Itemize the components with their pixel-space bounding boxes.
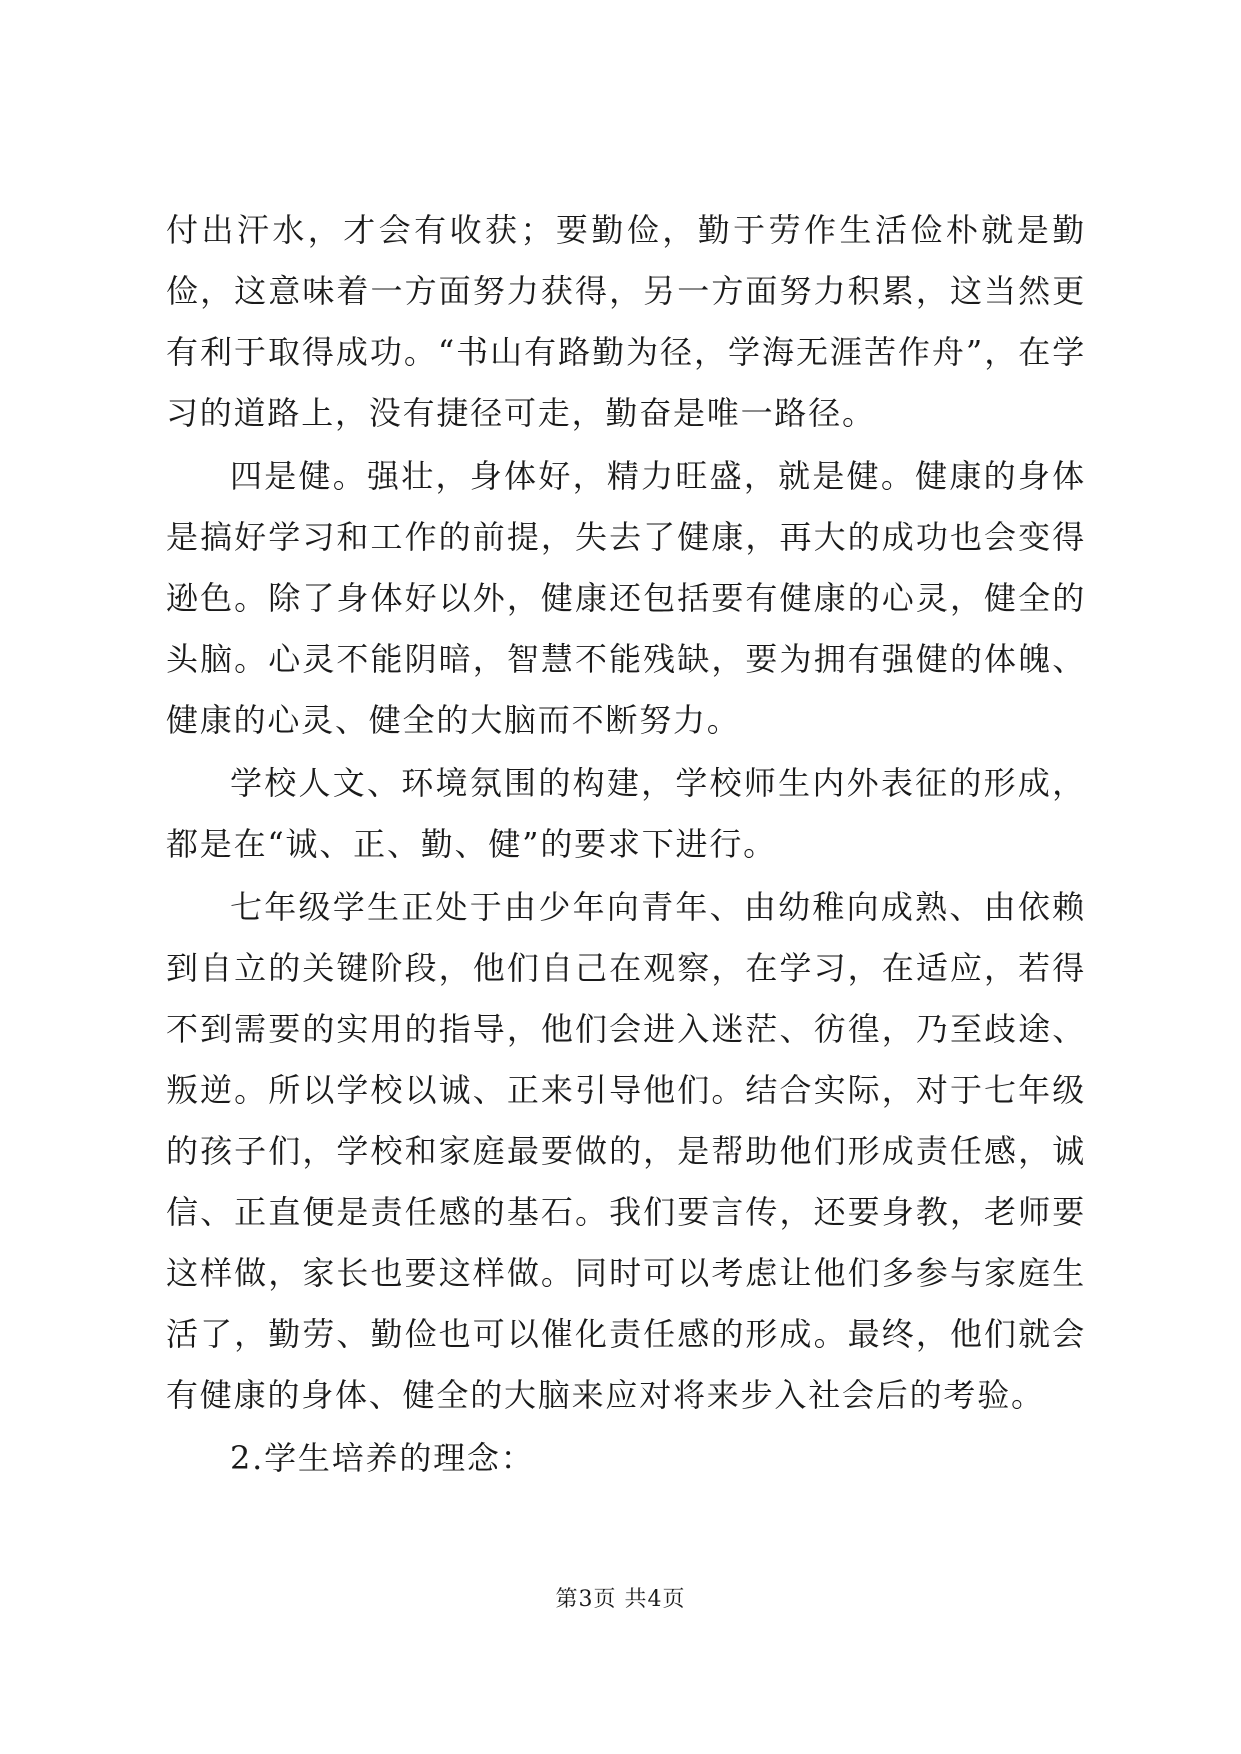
page-number: 第3页 共4页 bbox=[555, 1587, 686, 1612]
paragraph-continuation: 付出汗水，才会有收获；要勤俭，勤于劳作生活俭朴就是勤俭，这意味着一方面努力获得，另一方面努力积累，这当然更有利于取得成功。“书山有路勤为径，学海无涯苦作舟”，在学习的道路上，没有捷径可走，勤奋是唯一路径。 bbox=[166, 211, 1086, 432]
page-footer bbox=[0, 1585, 1241, 1615]
paragraph-grade-seven: 七年级学生正处于由少年向青年、由幼稚向成熟、由依赖到自立的关键阶段，他们自己在观察，在学习，在适应，若得不到需要的实用的指导，他们会进入迷茫、彷徨，乃至歧途、叛逆。所以学校以诚、正来引导他们。结合实际，对于七年级的孩子们，学校和家庭最要做的，是帮助他们形成责任感，诚信、正直便是责任感的基石。我们要言传，还要身教，老师要这样做，家长也要这样做。同时可以考虑让他们多参与家庭生活了，勤劳、勤俭也可以催化责任感的形成。最终，他们就会有健康的身体、健全的大脑来应对将来步入社会后的考验。 bbox=[166, 888, 1086, 1414]
section-heading-student-cultivation: 2.学生培养的理念： bbox=[230, 1439, 535, 1477]
paragraph-school-atmosphere: 学校人文、环境氛围的构建，学校师生内外表征的形成，都是在“诚、正、勤、健”的要求下进行。 bbox=[166, 764, 1086, 863]
paragraph-health: 四是健。强壮，身体好，精力旺盛，就是健。健康的身体是搞好学习和工作的前提，失去了健康，再大的成功也会变得逊色。除了身体好以外，健康还包括要有健康的心灵，健全的头脑。心灵不能阴暗，智慧不能残缺，要为拥有强健的体魄、健康的心灵、健全的大脑而不断努力。 bbox=[166, 457, 1086, 739]
document-body bbox=[166, 200, 1086, 1491]
